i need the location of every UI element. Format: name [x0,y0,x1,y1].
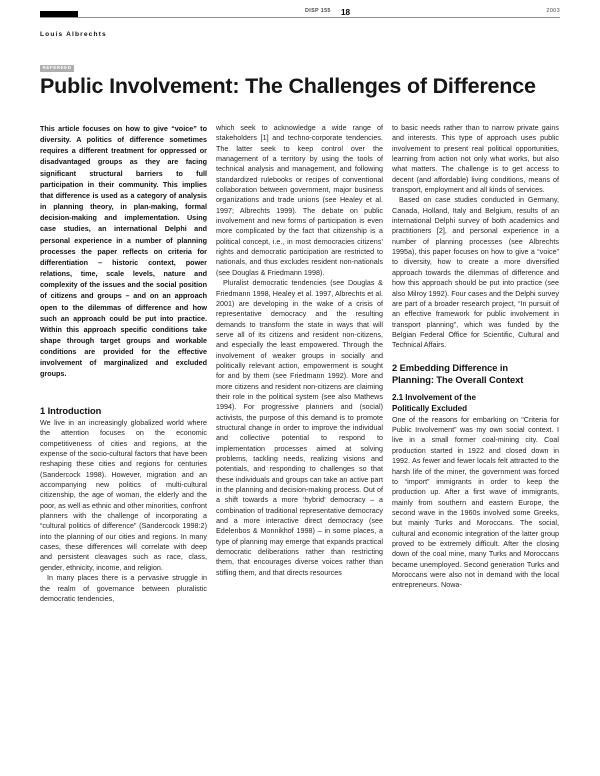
heading-introduction: 1 Introduction [40,405,102,416]
running-head-meta [40,8,560,18]
column-two-paragraph-1: which seek to acknowledge a wide range of stakeholders [1] and techno-corporate tendencies. The latter seek to keep control over the management of a territory by using the tools of technical analysis and management, and following standardized rulebooks or recipes of conventional collaboration between government, major business organizations and trade unions (see Healey et al. 1997; Albrechts 1999). The debate on public involvement and new forms of participation is even more complicated by the fact that citizenship is a political concept, i.e., in most democracies citizens’ rights and democratic participation are restricted to nationals, and thus excludes resident non-nationals (see Douglas & Friedmann 1998). [216,124,383,277]
column-two-paragraph-2: Pluralist democratic tendencies (see Douglas & Friedmann 1998, Healey et al. 1997, Albrechts et al. 2001) are developing in the wake of a crisis of representative democracy and the resulting demands to transform the state in ways that will serve all of its citizens and resident non-citizens, and especially the least empowered. Through the involvement of weaker groups in socially and politically relevant action, empowerment is sought for and by them (see Friedmann 1992). More and more citizens and resident non-citizens are claiming their role in the political system (see also Mathews 1994). For progressive planners and (social) activists, the purpose of this demand is to promote structural change in order to improve the individual and collective potential to respond to implementation processes aimed at solving problems, tackling needs, realizing visions and potentials, and responding to challenges so that these individuals and groups can take an active part in the planning and decision-making process. Out of a shift towards a more ‘hybrid’ democracy – a combination of traditional representative democracy and a more interactive direct democracy (see Edelenbos & Monnikhof 1998) – in some places, a type of planning may emerge that expands practical democratic deliberations rather than restricting them, that encourages diverse voices rather than stifling them, and that directs resources [216,279,383,577]
author-byline: Louis Albrechts [40,31,107,38]
refereed-badge: REFEREED [40,65,74,73]
column-three-paragraph-2: Based on case studies conducted in Germany, Canada, Holland, Italy and Belgium, results of an international Delphi survey of both academics and practitioners [2], and personal experience in a number of planning processes (see Albrechts 1995a), this paper focuses on how to give a “voice” to diversity, how to create a more diversified approach towards the dilemmas of difference and how this approach should be put into practice (see also Milroy 1992). Four cases and the Delphi survey are part of a broader research project, “In pursuit of an effective framework for public involvement in transport planning”, which was funded by the Belgian Federal Office for Scientific, Cultural and Technical Affairs. [392,196,559,350]
column-one-paragraph-2: In many places there is a pervasive struggle in the realm of governance between pluralistic democratic tendencies, [40,574,207,603]
heading-section-2-1-line-1: 2.1 Involvement of the [392,393,476,403]
publication-year: 2003 [546,8,560,14]
heading-section-2-line-2: Planning: The Overall Context [392,374,524,385]
title-block [40,56,560,98]
column-three-paragraph-1: to basic needs rather than to narrow private gains and interests. This type of approach uses public involvement to present real political opportunities, learning from action not only what works, but also what matters. The challenge is to get access to decent (and affordable) living conditions, means of transport, employment and all kinds of services. [392,124,559,195]
page-title: Public Involvement: The Challenges of Difference [40,74,536,99]
column-one-paragraph-1: We live in an increasingly globalized world where the attention focuses on the economic competitiveness of cities and regions, at the expense of the socio-cultural factors that have been reshaping these cities and regions for centuries (Sandercock 1998). However, migration and an accompanying new politics of multi-cultural citizenship, the age of woman, the elderly and the poor, as well as ethnic and other minorities, confront planners with the challenge of incorporating a “cultural politics of difference” (Sandercock 1998:2) into the planning of our cities and regions. In many cases, these differences will correlate with deep and persistent cleavages such as race, class, gender, ethnicity, income, and religion. [40,419,207,572]
column-one-spacer [40,380,207,406]
column-one [40,123,207,776]
running-head [40,0,560,30]
journal-name: DISP 155 [305,8,331,14]
column-two [216,123,383,776]
column-three-paragraph-3: One of the reasons for embarking on “Criteria for Public Involvement” was my own social context. I live in a small former coal-mining city. Coal production started in 1922 and closed down in 1992. As fewer and fewer locals felt attracted to the harsh life of the miner, the government was forced to “import” immigrants in order to keep the production up. After a first wave of immigrants, mainly from southern and eastern Europe, the second wave in the 1960s involved some Greeks, but mainly Turks and Moroccans. The social, cultural and economic integration of the latter group proved to be extremely difficult. After the closing down of the coal mine, many Turks and Moroccans became unemployed. Second generation Turks and Moroccans were also not in demand with the local entrepreneurs. Nowa- [392,415,559,590]
column-three [392,123,559,776]
heading-section-2-line-1: 2 Embedding Difference in [392,362,509,373]
abstract-text: This article focuses on how to give “voice” to diversity. A politics of difference sometimes requires a different treatment for oppressed or disadvantaged groups as they are facing significant structural barriers to full participation in their community. This implies that difference is used as a category of analysis in planning theory, in plan-making, formal decision-making and implementation. Using case studies, an international Delphi and personal experience in a number of planning processes the paper reflects on criteria for differentiation – historic context, power relations, time, scale levels, nature and complexity of the issues and the social position of citizens and groups – and on an approach open to the dilemmas of difference and how such an approach could be put into practice. Within this approach specific conditions take shape through target groups and workable conditions are provided for the effective involvement of marginalized and excluded groups. [40,124,207,379]
article-columns [40,123,560,776]
issue-number: 18 [341,8,351,17]
heading-section-2-1-line-2: Politically Excluded [392,404,468,414]
column-three-spacer [392,351,559,363]
